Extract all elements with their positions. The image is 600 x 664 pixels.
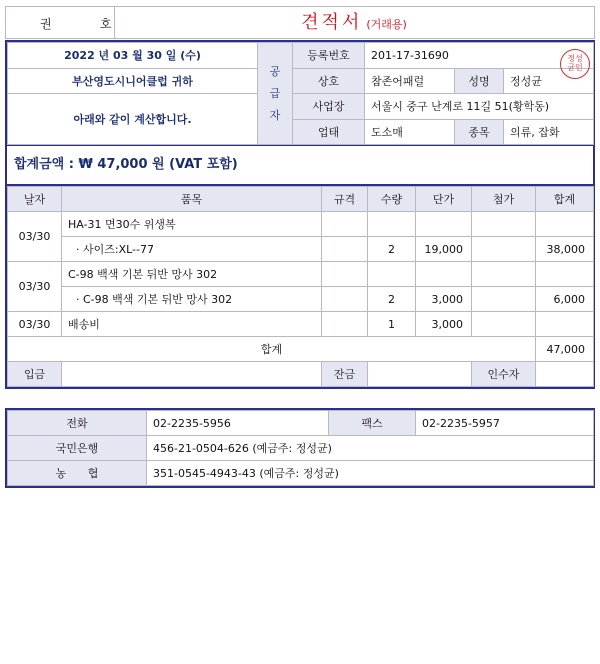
row1-qty: 2	[368, 237, 416, 262]
row3-spec	[322, 312, 368, 337]
fax-value: 02-2235-5957	[416, 411, 594, 436]
deposit-label: 입금	[8, 362, 62, 387]
company-value: 참존어패럴	[365, 68, 455, 94]
col-item: 품목	[62, 187, 322, 212]
row1-date: 03/30	[8, 212, 62, 262]
bank1-value: 456-21-0504-626 (예금주: 정성균)	[147, 436, 594, 461]
row1-total-empty	[536, 212, 594, 237]
biz-type-label: 업태	[293, 119, 365, 145]
title-bar	[5, 6, 595, 39]
items-table	[7, 186, 594, 387]
row2-qty-empty	[368, 262, 416, 287]
supplier-side-label-1: 공	[269, 64, 281, 78]
phone-label: 전화	[8, 411, 147, 436]
items-block	[5, 186, 595, 389]
seal-stamp: 정성 균인	[560, 49, 590, 79]
owner-value: 정성균	[510, 74, 542, 88]
row2-item: C-98 백색 기본 뒤반 망사 302	[62, 262, 322, 287]
contact-block	[5, 408, 595, 488]
table-row	[8, 212, 594, 237]
row2-spec	[322, 262, 368, 287]
row1-tax-empty	[472, 212, 536, 237]
total-amount-line: 합계금액 : ₩ 47,000 원 (VAT 포함)	[5, 146, 595, 186]
row2-tax	[472, 287, 536, 312]
col-price: 단가	[416, 187, 472, 212]
address-label: 사업장	[293, 94, 365, 120]
row2-price-empty	[416, 262, 472, 287]
party-info-block	[5, 40, 595, 146]
grand-total-value: 47,000	[536, 337, 594, 362]
number-label-1: 권	[40, 17, 52, 31]
col-total: 합계	[536, 187, 594, 212]
receiver-label: 인수자	[472, 362, 536, 387]
deposit-value	[62, 362, 322, 387]
row1-tax	[472, 237, 536, 262]
table-row	[8, 312, 594, 337]
reg-label: 등록번호	[293, 43, 365, 69]
recipient: 부산영도시니어클럽 귀하	[8, 68, 258, 94]
document-title	[114, 7, 594, 38]
row3-total	[536, 312, 594, 337]
row2-date: 03/30	[8, 262, 62, 312]
col-qty: 수량	[368, 187, 416, 212]
receiver-value	[536, 362, 594, 387]
table-row	[8, 287, 594, 312]
payment-row	[8, 362, 594, 387]
supplier-side-label-3: 자	[269, 108, 281, 122]
fax-label: 팩스	[329, 411, 416, 436]
quote-date: 2022 년 03 월 30 일 (수)	[8, 43, 258, 69]
row2-tax-empty	[472, 262, 536, 287]
row2-qty: 2	[368, 287, 416, 312]
number-label-2: 호	[100, 17, 112, 31]
biz-item-label: 종목	[455, 119, 504, 145]
col-spec: 규격	[322, 187, 368, 212]
row3-qty: 1	[368, 312, 416, 337]
row1-price: 19,000	[416, 237, 472, 262]
supplier-side-label-2: 급	[269, 86, 281, 100]
party-table	[7, 42, 594, 145]
owner-label: 성명	[455, 68, 504, 94]
supplier-side-label	[258, 43, 293, 145]
table-row	[8, 262, 594, 287]
row3-tax	[472, 312, 536, 337]
row1-price-empty	[416, 212, 472, 237]
row1-sub: · 사이즈:XL--77	[62, 237, 322, 262]
row2-total: 6,000	[536, 287, 594, 312]
row3-price: 3,000	[416, 312, 472, 337]
row1-qty-empty	[368, 212, 416, 237]
row2-price: 3,000	[416, 287, 472, 312]
row3-date: 03/30	[8, 312, 62, 337]
col-date: 날자	[8, 187, 62, 212]
row2-total-empty	[536, 262, 594, 287]
phone-value: 02-2235-5956	[147, 411, 329, 436]
row2-sub-spec	[322, 287, 368, 312]
balance-value	[368, 362, 472, 387]
biz-item-value: 의류, 잡화	[504, 119, 594, 145]
row1-spec	[322, 212, 368, 237]
row1-total: 38,000	[536, 237, 594, 262]
row1-item: HA-31 면30수 위생복	[62, 212, 322, 237]
reg-value: 201-17-31690	[371, 48, 449, 62]
title-sub: (거래용)	[366, 18, 407, 31]
biz-type-value: 도소매	[365, 119, 455, 145]
address-value: 서울시 중구 난계로 11길 51(황학동)	[365, 94, 594, 120]
bank2-value: 351-0545-4943-43 (예금주: 정성균)	[147, 461, 594, 486]
row2-sub: · C-98 백색 기본 뒤반 망사 302	[62, 287, 322, 312]
bank2-label: 농 협	[8, 461, 147, 486]
col-tax: 첨가	[472, 187, 536, 212]
grand-total-label: 합계	[8, 337, 536, 362]
bank1-label: 국민은행	[8, 436, 147, 461]
row3-item: 배송비	[62, 312, 322, 337]
contact-table	[7, 410, 594, 486]
number-label-cell	[6, 7, 115, 38]
row1-sub-spec	[322, 237, 368, 262]
owner-value-cell	[504, 53, 594, 94]
balance-label: 잔금	[322, 362, 368, 387]
message: 아래와 같이 계산합니다.	[8, 94, 258, 145]
title-text: 견적서	[301, 12, 363, 33]
company-label: 상호	[293, 68, 365, 94]
grand-total-row	[8, 337, 594, 362]
table-row	[8, 237, 594, 262]
